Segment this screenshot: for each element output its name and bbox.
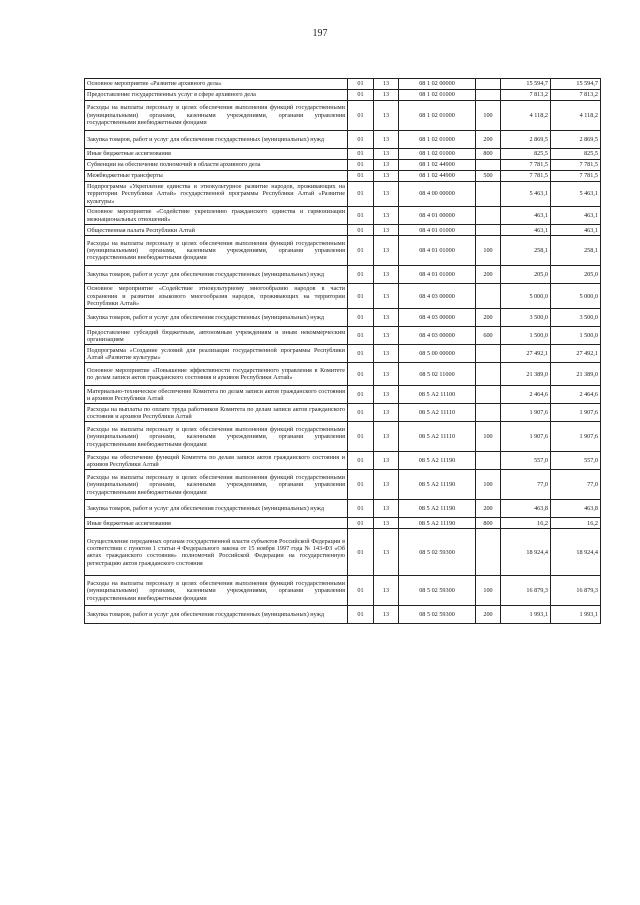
- section-code: 01: [348, 422, 374, 452]
- subsection-code: 13: [374, 452, 399, 470]
- amount-year-2: 1 993,1: [551, 606, 601, 624]
- amount-year-1: 27 492,1: [501, 345, 551, 363]
- table-row: [85, 225, 601, 236]
- item-name: Осуществление переданных органам государственной власти субъектов Российской Федерации в соответствии с пунктом 1 статьи 4 Федерального закона от 15 ноября 1997 года № 143-ФЗ «Об актах гражданского состояния» полномочий Российской Федерации на государственную регистрацию актов гражданского состояния: [85, 529, 348, 576]
- table-row: [85, 386, 601, 404]
- subsection-code: 13: [374, 606, 399, 624]
- section-code: 01: [348, 576, 374, 606]
- target-article-code: 08 5 02 11000: [399, 363, 476, 386]
- amount-year-1: 1 907,6: [501, 422, 551, 452]
- table-row: [85, 131, 601, 149]
- item-name: Подпрограмма «Укрепление единства и этнокультурное развитие народов, проживающих на территории Республики Алтай» государственной программы Республики Алтай «Развитие культуры»: [85, 182, 348, 207]
- expense-type-code: 200: [476, 266, 501, 284]
- table-row: [85, 79, 601, 90]
- expense-type-code: 100: [476, 422, 501, 452]
- expense-type-code: 200: [476, 606, 501, 624]
- subsection-code: 13: [374, 90, 399, 101]
- amount-year-2: 1 907,6: [551, 404, 601, 422]
- item-name: Общественная палата Республики Алтай: [85, 225, 348, 236]
- amount-year-2: 5 000,0: [551, 284, 601, 309]
- target-article-code: 08 4 03 00000: [399, 327, 476, 345]
- target-article-code: 08 1 02 01000: [399, 149, 476, 160]
- amount-year-1: 1 993,1: [501, 606, 551, 624]
- expense-type-code: 800: [476, 518, 501, 529]
- table-row: [85, 90, 601, 101]
- expense-type-code: 800: [476, 149, 501, 160]
- expense-type-code: [476, 404, 501, 422]
- section-code: 01: [348, 529, 374, 576]
- subsection-code: 13: [374, 500, 399, 518]
- item-name: Иные бюджетные ассигнования: [85, 149, 348, 160]
- target-article-code: 08 5 А2 11100: [399, 386, 476, 404]
- section-code: 01: [348, 386, 374, 404]
- subsection-code: 13: [374, 101, 399, 131]
- amount-year-1: 1 500,0: [501, 327, 551, 345]
- target-article-code: 08 4 03 00000: [399, 284, 476, 309]
- subsection-code: 13: [374, 576, 399, 606]
- expense-type-code: [476, 284, 501, 309]
- amount-year-2: 2 464,6: [551, 386, 601, 404]
- subsection-code: 13: [374, 309, 399, 327]
- amount-year-1: 557,0: [501, 452, 551, 470]
- expense-type-code: [476, 345, 501, 363]
- subsection-code: 13: [374, 422, 399, 452]
- section-code: 01: [348, 171, 374, 182]
- amount-year-1: 825,5: [501, 149, 551, 160]
- target-article-code: 08 4 03 00000: [399, 309, 476, 327]
- amount-year-1: 1 907,6: [501, 404, 551, 422]
- expense-type-code: [476, 90, 501, 101]
- expense-type-code: 100: [476, 576, 501, 606]
- item-name: Иные бюджетные ассигнования: [85, 518, 348, 529]
- item-name: Закупка товаров, работ и услуг для обеспечения государственных (муниципальных) нужд: [85, 266, 348, 284]
- amount-year-1: 5 463,1: [501, 182, 551, 207]
- amount-year-2: 16,2: [551, 518, 601, 529]
- subsection-code: 13: [374, 182, 399, 207]
- target-article-code: 08 1 02 44900: [399, 171, 476, 182]
- expense-type-code: 100: [476, 101, 501, 131]
- item-name: Расходы на выплаты персоналу в целях обеспечения выполнения функций государственными (муниципальными) органами, казенными учреждениями, органами управления государственными внебюджетными фондами: [85, 576, 348, 606]
- expense-type-code: 200: [476, 500, 501, 518]
- item-name: Расходы на выплаты по оплате труда работников Комитета по делам записи актов гражданского состояния и архивов Республики Алтай: [85, 404, 348, 422]
- expense-type-code: 200: [476, 309, 501, 327]
- target-article-code: 08 5 А2 11190: [399, 518, 476, 529]
- table-row: [85, 207, 601, 225]
- subsection-code: 13: [374, 207, 399, 225]
- item-name: Закупка товаров, работ и услуг для обеспечения государственных (муниципальных) нужд: [85, 309, 348, 327]
- amount-year-2: 1 500,0: [551, 327, 601, 345]
- amount-year-1: 3 500,0: [501, 309, 551, 327]
- section-code: 01: [348, 345, 374, 363]
- amount-year-1: 463,1: [501, 207, 551, 225]
- table-row: [85, 470, 601, 500]
- table-row: [85, 500, 601, 518]
- subsection-code: 13: [374, 79, 399, 90]
- table-row: [85, 327, 601, 345]
- amount-year-1: 2 464,6: [501, 386, 551, 404]
- section-code: 01: [348, 518, 374, 529]
- target-article-code: 08 5 02 59300: [399, 576, 476, 606]
- table-row: [85, 266, 601, 284]
- subsection-code: 13: [374, 327, 399, 345]
- subsection-code: 13: [374, 236, 399, 266]
- subsection-code: 13: [374, 171, 399, 182]
- amount-year-2: 557,0: [551, 452, 601, 470]
- table-row: [85, 576, 601, 606]
- expense-type-code: [476, 225, 501, 236]
- amount-year-2: 27 492,1: [551, 345, 601, 363]
- table-row: [85, 606, 601, 624]
- item-name: Подпрограмма «Создание условий для реализации государственной программы Республики Алтай «Развитие культуры»: [85, 345, 348, 363]
- section-code: 01: [348, 266, 374, 284]
- table-row: [85, 236, 601, 266]
- subsection-code: 13: [374, 284, 399, 309]
- target-article-code: 08 4 01 01000: [399, 225, 476, 236]
- section-code: 01: [348, 363, 374, 386]
- amount-year-1: 15 594,7: [501, 79, 551, 90]
- expense-type-code: [476, 386, 501, 404]
- target-article-code: 08 5 А2 11110: [399, 422, 476, 452]
- amount-year-1: 258,1: [501, 236, 551, 266]
- section-code: 01: [348, 207, 374, 225]
- target-article-code: 08 1 02 00000: [399, 79, 476, 90]
- target-article-code: 08 5 02 59300: [399, 606, 476, 624]
- item-name: Основное мероприятие «Развитие архивного дела»: [85, 79, 348, 90]
- amount-year-1: 16 879,3: [501, 576, 551, 606]
- amount-year-2: 4 118,2: [551, 101, 601, 131]
- item-name: Основное мероприятие «Содействие укреплению гражданского единства и гармонизации межнациональных отношений»: [85, 207, 348, 225]
- item-name: Расходы на выплаты персоналу в целях обеспечения выполнения функций государственными (муниципальными) органами, казенными учреждениями, органами управления государственными внебюджетными фондами: [85, 422, 348, 452]
- expense-type-code: [476, 529, 501, 576]
- amount-year-2: 1 907,6: [551, 422, 601, 452]
- section-code: 01: [348, 606, 374, 624]
- amount-year-1: 77,0: [501, 470, 551, 500]
- item-name: Субвенции на обеспечение полномочий в области архивного дела: [85, 160, 348, 171]
- table-row: [85, 284, 601, 309]
- section-code: 01: [348, 90, 374, 101]
- amount-year-2: 21 389,0: [551, 363, 601, 386]
- table-row: [85, 171, 601, 182]
- amount-year-2: 7 813,2: [551, 90, 601, 101]
- subsection-code: 13: [374, 518, 399, 529]
- item-name: Закупка товаров, работ и услуг для обеспечения государственных (муниципальных) нужд: [85, 500, 348, 518]
- expense-type-code: [476, 363, 501, 386]
- expense-type-code: 600: [476, 327, 501, 345]
- amount-year-2: 2 869,5: [551, 131, 601, 149]
- amount-year-2: 825,5: [551, 149, 601, 160]
- target-article-code: 08 1 02 01000: [399, 101, 476, 131]
- section-code: 01: [348, 101, 374, 131]
- subsection-code: 13: [374, 470, 399, 500]
- budget-table: [84, 78, 601, 624]
- amount-year-2: 77,0: [551, 470, 601, 500]
- target-article-code: 08 5 00 00000: [399, 345, 476, 363]
- amount-year-2: 3 500,0: [551, 309, 601, 327]
- amount-year-1: 21 389,0: [501, 363, 551, 386]
- amount-year-1: 5 000,0: [501, 284, 551, 309]
- amount-year-2: 463,1: [551, 207, 601, 225]
- subsection-code: 13: [374, 225, 399, 236]
- table-row: [85, 422, 601, 452]
- table-row: [85, 101, 601, 131]
- item-name: Предоставление государственных услуг в сфере архивного дела: [85, 90, 348, 101]
- amount-year-2: 463,1: [551, 225, 601, 236]
- expense-type-code: [476, 182, 501, 207]
- section-code: 01: [348, 225, 374, 236]
- table-row: [85, 345, 601, 363]
- table-row: [85, 160, 601, 171]
- subsection-code: 13: [374, 131, 399, 149]
- section-code: 01: [348, 500, 374, 518]
- table-row: [85, 404, 601, 422]
- section-code: 01: [348, 309, 374, 327]
- target-article-code: 08 1 02 01000: [399, 131, 476, 149]
- target-article-code: 08 5 А2 11190: [399, 470, 476, 500]
- section-code: 01: [348, 182, 374, 207]
- amount-year-1: 2 869,5: [501, 131, 551, 149]
- section-code: 01: [348, 160, 374, 171]
- amount-year-2: 18 924,4: [551, 529, 601, 576]
- target-article-code: 08 5 А2 11190: [399, 452, 476, 470]
- table-row: [85, 518, 601, 529]
- expense-type-code: [476, 452, 501, 470]
- expense-type-code: [476, 160, 501, 171]
- amount-year-1: 7 781,5: [501, 171, 551, 182]
- amount-year-2: 5 463,1: [551, 182, 601, 207]
- target-article-code: 08 1 02 01000: [399, 90, 476, 101]
- subsection-code: 13: [374, 266, 399, 284]
- amount-year-2: 7 781,5: [551, 160, 601, 171]
- section-code: 01: [348, 470, 374, 500]
- expense-type-code: 500: [476, 171, 501, 182]
- amount-year-2: 16 879,3: [551, 576, 601, 606]
- amount-year-2: 7 781,5: [551, 171, 601, 182]
- subsection-code: 13: [374, 149, 399, 160]
- item-name: Основное мероприятие «Повышение эффективности государственного управления в Комитете по делам записи актов гражданского состояния и архивов Республики Алтай»: [85, 363, 348, 386]
- expense-type-code: 200: [476, 131, 501, 149]
- item-name: Расходы на обеспечение функций Комитета по делам записи актов гражданского состояния и архивов Республики Алтай: [85, 452, 348, 470]
- table-row: [85, 452, 601, 470]
- subsection-code: 13: [374, 345, 399, 363]
- amount-year-1: 16,2: [501, 518, 551, 529]
- table-row: [85, 182, 601, 207]
- target-article-code: 08 5 А2 11190: [399, 500, 476, 518]
- amount-year-2: 258,1: [551, 236, 601, 266]
- item-name: Межбюджетные трансферты: [85, 171, 348, 182]
- item-name: Основное мероприятие «Содействие этнокультурному многообразию народов в части сохранения и развития языкового многообразия народов, проживающих на территории Республики Алтай»: [85, 284, 348, 309]
- target-article-code: 08 5 02 59300: [399, 529, 476, 576]
- section-code: 01: [348, 236, 374, 266]
- amount-year-2: 463,8: [551, 500, 601, 518]
- target-article-code: 08 5 А2 11110: [399, 404, 476, 422]
- item-name: Материально-техническое обеспечение Комитета по делам записи актов гражданского состояния и архивов Республики Алтай: [85, 386, 348, 404]
- expense-type-code: 100: [476, 236, 501, 266]
- table-row: [85, 149, 601, 160]
- amount-year-1: 7 781,5: [501, 160, 551, 171]
- page-number: 197: [312, 28, 328, 39]
- target-article-code: 08 4 00 00000: [399, 182, 476, 207]
- amount-year-1: 463,1: [501, 225, 551, 236]
- section-code: 01: [348, 149, 374, 160]
- target-article-code: 08 4 01 00000: [399, 207, 476, 225]
- amount-year-1: 463,8: [501, 500, 551, 518]
- item-name: Закупка товаров, работ и услуг для обеспечения государственных (муниципальных) нужд: [85, 131, 348, 149]
- item-name: Расходы на выплаты персоналу в целях обеспечения выполнения функций государственными (муниципальными) органами, казенными учреждениями, органами управления государственными внебюджетными фондами: [85, 470, 348, 500]
- item-name: Расходы на выплаты персоналу в целях обеспечения выполнения функций государственными (муниципальными) органами, казенными учреждениями, органами управления государственными внебюджетными фондами: [85, 101, 348, 131]
- expense-type-code: 100: [476, 470, 501, 500]
- section-code: 01: [348, 79, 374, 90]
- section-code: 01: [348, 131, 374, 149]
- subsection-code: 13: [374, 404, 399, 422]
- section-code: 01: [348, 404, 374, 422]
- subsection-code: 13: [374, 160, 399, 171]
- amount-year-1: 7 813,2: [501, 90, 551, 101]
- item-name: Расходы на выплаты персоналу в целях обеспечения выполнения функций государственными (муниципальными) органами, казенными учреждениями, органами управления государственными внебюджетными фондами: [85, 236, 348, 266]
- amount-year-2: 15 594,7: [551, 79, 601, 90]
- amount-year-1: 205,0: [501, 266, 551, 284]
- expense-type-code: [476, 79, 501, 90]
- section-code: 01: [348, 452, 374, 470]
- item-name: Предоставление субсидий бюджетным, автономным учреждениям и иным некоммерческим организациям: [85, 327, 348, 345]
- expense-type-code: [476, 207, 501, 225]
- subsection-code: 13: [374, 363, 399, 386]
- amount-year-1: 4 118,2: [501, 101, 551, 131]
- amount-year-2: 205,0: [551, 266, 601, 284]
- target-article-code: 08 4 01 01000: [399, 236, 476, 266]
- subsection-code: 13: [374, 529, 399, 576]
- target-article-code: 08 4 01 01000: [399, 266, 476, 284]
- amount-year-1: 18 924,4: [501, 529, 551, 576]
- table-row: [85, 529, 601, 576]
- table-row: [85, 363, 601, 386]
- subsection-code: 13: [374, 386, 399, 404]
- budget-table-body: [85, 79, 601, 624]
- target-article-code: 08 1 02 44900: [399, 160, 476, 171]
- table-row: [85, 309, 601, 327]
- item-name: Закупка товаров, работ и услуг для обеспечения государственных (муниципальных) нужд: [85, 606, 348, 624]
- section-code: 01: [348, 327, 374, 345]
- section-code: 01: [348, 284, 374, 309]
